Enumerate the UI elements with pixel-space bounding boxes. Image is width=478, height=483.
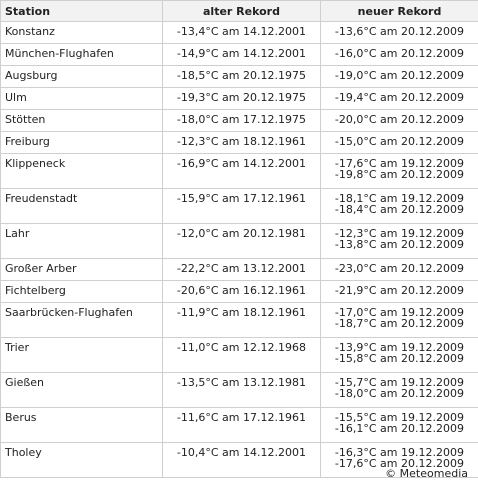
record-value: -11,6°C am 17.12.1961 — [176, 411, 306, 424]
new-record-cell — [321, 224, 478, 259]
record-value: -19,0°C am 20.12.2009 — [334, 69, 464, 82]
old-record-cell — [163, 132, 321, 154]
new-record-cell — [321, 281, 478, 303]
new-record-cell — [321, 132, 478, 154]
record-value: -17,6°C am 20.12.2009 — [334, 457, 464, 470]
record-value: -19,4°C am 20.12.2009 — [334, 91, 464, 104]
record-value: -18,7°C am 20.12.2009 — [334, 317, 464, 330]
table-row — [1, 44, 478, 66]
record-value: -15,5°C am 19.12.2009 — [334, 411, 464, 424]
table-row — [1, 224, 478, 259]
record-value: -13,5°C am 13.12.1981 — [176, 376, 306, 389]
record-value: -16,0°C am 20.12.2009 — [334, 47, 464, 60]
new-record-cell — [321, 110, 478, 132]
station-cell: Lahr — [1, 224, 163, 259]
new-record-cell — [321, 303, 478, 338]
table-row — [1, 373, 478, 408]
record-value: -18,4°C am 20.12.2009 — [334, 203, 464, 216]
record-value: -12,3°C am 18.12.1961 — [176, 135, 306, 148]
old-record-cell — [163, 44, 321, 66]
record-value: -13,4°C am 14.12.2001 — [176, 25, 306, 38]
table-row — [1, 66, 478, 88]
record-value: -16,9°C am 14.12.2001 — [176, 157, 306, 170]
station-cell: Fichtelberg — [1, 281, 163, 303]
table-row — [1, 88, 478, 110]
old-record-cell — [163, 224, 321, 259]
record-value: -15,7°C am 19.12.2009 — [334, 376, 464, 389]
old-record-cell — [163, 281, 321, 303]
old-record-cell — [163, 110, 321, 132]
table-row — [1, 189, 478, 224]
new-record-cell — [321, 44, 478, 66]
record-value: -14,9°C am 14.12.2001 — [176, 47, 306, 60]
new-record-cell — [321, 408, 478, 443]
table-row — [1, 281, 478, 303]
old-record-cell — [163, 189, 321, 224]
old-record-cell — [163, 338, 321, 373]
record-value: -13,9°C am 19.12.2009 — [334, 341, 464, 354]
station-cell: Ulm — [1, 88, 163, 110]
station-cell: Trier — [1, 338, 163, 373]
table-row — [1, 259, 478, 281]
new-record-cell — [321, 189, 478, 224]
record-value: -20,0°C am 20.12.2009 — [334, 113, 464, 126]
table-row — [1, 110, 478, 132]
station-cell: Gießen — [1, 373, 163, 408]
new-record-cell — [321, 259, 478, 281]
station-cell: Berus — [1, 408, 163, 443]
record-value: -11,9°C am 18.12.1961 — [176, 306, 306, 319]
record-value: -18,0°C am 20.12.2009 — [334, 387, 464, 400]
record-value: -15,0°C am 20.12.2009 — [334, 135, 464, 148]
station-cell: Klippeneck — [1, 154, 163, 189]
record-value: -19,3°C am 20.12.1975 — [176, 91, 306, 104]
old-record-cell — [163, 303, 321, 338]
record-value: -18,0°C am 17.12.1975 — [176, 113, 306, 126]
record-value: -10,4°C am 14.12.2001 — [176, 446, 306, 459]
station-cell: Freiburg — [1, 132, 163, 154]
header-old-record: alter Rekord — [163, 1, 321, 22]
old-record-cell — [163, 22, 321, 44]
table-row — [1, 408, 478, 443]
new-record-cell — [321, 154, 478, 189]
new-record-cell — [321, 66, 478, 88]
station-cell: Saarbrücken-Flughafen — [1, 303, 163, 338]
record-value: -20,6°C am 16.12.1961 — [176, 284, 306, 297]
table-row — [1, 154, 478, 189]
old-record-cell — [163, 88, 321, 110]
record-value: -15,8°C am 20.12.2009 — [334, 352, 464, 365]
header-new-record: neuer Rekord — [321, 1, 478, 22]
record-value: -17,0°C am 19.12.2009 — [334, 306, 464, 319]
old-record-cell — [163, 408, 321, 443]
table-row — [1, 22, 478, 44]
record-value: -13,8°C am 20.12.2009 — [334, 238, 464, 251]
record-value: -18,1°C am 19.12.2009 — [334, 192, 464, 205]
record-value: -18,5°C am 20.12.1975 — [176, 69, 306, 82]
record-value: -15,9°C am 17.12.1961 — [176, 192, 306, 205]
old-record-cell — [163, 66, 321, 88]
new-record-cell — [321, 373, 478, 408]
record-value: -16,1°C am 20.12.2009 — [334, 422, 464, 435]
record-value: -19,8°C am 20.12.2009 — [334, 168, 464, 181]
record-value: -21,9°C am 20.12.2009 — [334, 284, 464, 297]
header-station: Station — [1, 1, 163, 22]
new-record-cell — [321, 22, 478, 44]
record-value: -12,0°C am 20.12.1981 — [176, 227, 306, 240]
station-cell: Stötten — [1, 110, 163, 132]
old-record-cell — [163, 259, 321, 281]
station-cell: München-Flughafen — [1, 44, 163, 66]
credit-text: © Meteomedia — [385, 467, 468, 480]
record-value: -16,3°C am 19.12.2009 — [334, 446, 464, 459]
record-value: -22,2°C am 13.12.2001 — [176, 262, 306, 275]
record-value: -13,6°C am 20.12.2009 — [334, 25, 464, 38]
station-cell: Augsburg — [1, 66, 163, 88]
record-value: -12,3°C am 19.12.2009 — [334, 227, 464, 240]
record-value: -11,0°C am 12.12.1968 — [176, 341, 306, 354]
table-header-row — [1, 1, 478, 22]
record-value: -23,0°C am 20.12.2009 — [334, 262, 464, 275]
table-row — [1, 132, 478, 154]
station-cell: Freudenstadt — [1, 189, 163, 224]
old-record-cell — [163, 154, 321, 189]
record-value: -17,6°C am 19.12.2009 — [334, 157, 464, 170]
station-cell: Großer Arber — [1, 259, 163, 281]
new-record-cell — [321, 338, 478, 373]
table-body — [1, 22, 478, 478]
new-record-cell — [321, 88, 478, 110]
old-record-cell — [163, 373, 321, 408]
station-cell: Tholey — [1, 443, 163, 478]
old-record-cell — [163, 443, 321, 478]
station-cell: Konstanz — [1, 22, 163, 44]
table-row — [1, 303, 478, 338]
table-row — [1, 338, 478, 373]
